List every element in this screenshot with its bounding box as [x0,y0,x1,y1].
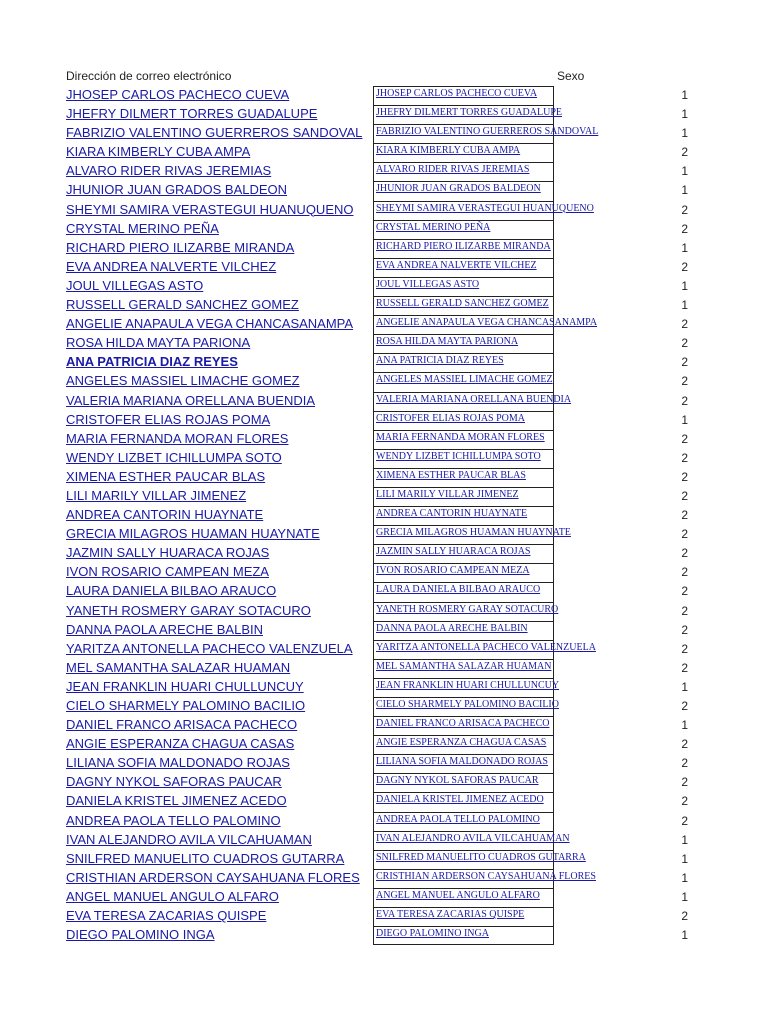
name-cell-link[interactable]: CIELO SHARMELY PALOMINO BACILIO [376,699,559,710]
table-row [0,411,768,430]
name-cell [373,869,596,888]
sexo-value: 2 [681,603,688,618]
table-row [0,792,768,811]
name-cell [373,411,554,430]
sexo-value: 1 [681,851,688,866]
sexo-value: 2 [681,794,688,809]
table-row [0,315,768,334]
name-cell-link[interactable]: DANNA PAOLA ARECHE BALBIN [376,622,528,634]
sexo-value: 2 [681,469,688,484]
table-row [0,582,768,601]
name-cell-link[interactable]: IVAN ALEJANDRO AVILA VILCAHUAMAN [376,832,570,844]
name-link[interactable]: IVON ROSARIO CAMPEAN MEZA [66,564,269,580]
name-cell [373,544,554,563]
name-link[interactable]: IVAN ALEJANDRO AVILA VILCAHUAMAN [66,831,312,847]
table-row [0,640,768,659]
table-row [0,735,768,754]
name-link[interactable]: RUSSELL GERALD SANCHEZ GOMEZ [66,297,299,313]
sexo-value: 1 [681,870,688,885]
name-cell-link[interactable]: ROSA HILDA MAYTA PARIONA [376,336,519,348]
sexo-value: 2 [681,909,688,924]
name-cell-link[interactable]: ANDREA PAOLA TELLO PALOMINO [376,813,540,825]
sexo-value: 1 [681,928,688,943]
name-link[interactable]: DANNA PAOLA ARECHE BALBIN [66,621,263,637]
name-cell-link[interactable]: JAZMIN SALLY HUARACA ROJAS [376,546,531,558]
sexo-value: 2 [681,488,688,503]
name-cell-link[interactable]: ANGEL MANUEL ANGULO ALFARO [376,889,540,901]
name-link[interactable]: LILI MARILY VILLAR JIMENEZ [66,487,247,503]
name-cell [373,220,554,239]
table-row [0,105,768,124]
table-row [0,563,768,582]
name-link[interactable]: WENDY LIZBET ICHILLUMPA SOTO [66,449,282,465]
name-cell-link[interactable]: ANGELIE ANAPAULA VEGA CHANCASANAMPA [376,317,598,329]
name-cell [373,640,596,659]
email-column-header: Dirección de correo electrónico [66,69,232,83]
name-cell-link[interactable]: JOUL VILLEGAS ASTO [376,278,480,290]
table-row [0,487,768,506]
sexo-value: 1 [681,832,688,847]
name-cell-link[interactable]: ALVARO RIDER RIVAS JEREMIAS [376,164,530,176]
sexo-value: 2 [681,259,688,274]
name-cell [373,277,554,296]
name-cell-link[interactable]: FABRIZIO VALENTINO GUERREROS SANDOVAL [376,126,599,138]
sexo-value: 2 [681,565,688,580]
name-link[interactable]: ROSA HILDA MAYTA PARIONA [66,335,251,351]
name-cell [373,716,554,735]
table-row [0,334,768,353]
name-link[interactable]: JEAN FRANKLIN HUARI CHULLUNCUY [66,678,304,694]
sexo-value: 1 [681,240,688,255]
sexo-value: 1 [681,412,688,427]
name-cell [373,621,554,640]
table-row [0,850,768,869]
name-link[interactable]: GRECIA MILAGROS HUAMAN HUAYNATE [66,526,320,542]
sexo-value: 2 [681,508,688,523]
sexo-value: 2 [681,221,688,236]
name-cell [373,907,554,926]
table-row [0,525,768,544]
sexo-value: 2 [681,317,688,332]
name-link[interactable]: EVA TERESA ZACARIAS QUISPE [66,908,267,924]
name-link[interactable]: CRYSTAL MERINO PEÑA [66,220,219,236]
table-row [0,201,768,220]
sexo-value: 2 [681,527,688,542]
name-cell-link[interactable]: YARITZA ANTONELLA PACHECO VALENZUELA [376,641,596,653]
table-row [0,220,768,239]
table-row [0,754,768,773]
name-cell-link[interactable]: IVON ROSARIO CAMPEAN MEZA [376,565,530,577]
name-cell [373,430,554,449]
name-link[interactable]: CRISTHIAN ARDERSON CAYSAHUANA FLORES [66,869,360,885]
name-cell-link[interactable]: EVA TERESA ZACARIAS QUISPE [376,909,525,921]
name-cell-link[interactable]: EVA ANDREA NALVERTE VILCHEZ [376,259,537,271]
name-cell-link[interactable]: ANA PATRICIA DIAZ REYES [376,355,504,367]
table-row [0,296,768,315]
name-link[interactable]: MARIA FERNANDA MORAN FLORES [66,430,289,446]
sexo-value: 1 [681,889,688,904]
name-cell-link[interactable]: JHOSEP CARLOS PACHECO CUEVA [376,88,538,99]
name-cell [373,124,599,143]
name-cell [373,850,586,869]
name-cell-link[interactable]: YANETH ROSMERY GARAY SOTACURO [376,603,559,615]
name-link[interactable]: LILIANA SOFIA MALDONADO ROJAS [66,755,290,771]
name-link[interactable]: JAZMIN SALLY HUARACA ROJAS [66,545,270,561]
name-cell [373,735,554,754]
table-row [0,869,768,888]
sexo-value: 2 [681,641,688,656]
name-cell-link[interactable]: RICHARD PIERO ILIZARBE MIRANDA [376,240,551,252]
name-cell-link[interactable]: DANIEL FRANCO ARISACA PACHECO [376,718,550,730]
sexo-value: 1 [681,126,688,141]
name-link[interactable]: VALERIA MARIANA ORELLANA BUENDIA [66,392,316,408]
name-link[interactable]: ANGEL MANUEL ANGULO ALFARO [66,888,279,904]
name-cell [373,563,554,582]
name-link[interactable]: CRISTOFER ELIAS ROJAS POMA [66,411,271,427]
sexo-value: 2 [681,450,688,465]
name-cell [373,143,554,162]
table-row [0,239,768,258]
name-cell-link[interactable]: LAURA DANIELA BILBAO ARAUCO [376,584,541,596]
table-row [0,277,768,296]
name-cell [373,525,571,544]
name-cell [373,697,559,716]
name-cell [373,773,554,792]
table-row [0,372,768,391]
sexo-value: 2 [681,431,688,446]
name-cell [373,201,594,220]
name-cell [373,754,554,773]
name-link[interactable]: ANDREA CANTORIN HUAYNATE [66,507,264,523]
name-cell [373,812,554,831]
name-cell [373,678,560,697]
table-row [0,258,768,277]
name-cell-link[interactable]: CRISTOFER ELIAS ROJAS POMA [376,412,526,424]
sexo-value: 2 [681,145,688,160]
sexo-value: 2 [681,756,688,771]
name-link[interactable]: LAURA DANIELA BILBAO ARAUCO [66,583,277,599]
sexo-value: 1 [681,718,688,733]
name-link[interactable]: JOUL VILLEGAS ASTO [66,277,204,293]
name-link[interactable]: EVA ANDREA NALVERTE VILCHEZ [66,258,277,274]
table-row [0,181,768,200]
sexo-value: 1 [681,278,688,293]
name-cell [373,86,554,105]
name-cell [373,334,554,353]
name-cell [373,792,554,811]
sexo-value: 1 [681,164,688,179]
table-row [0,602,768,621]
name-cell [373,296,554,315]
name-link[interactable]: JHUNIOR JUAN GRADOS BALDEON [66,182,288,198]
name-cell-link[interactable]: LILI MARILY VILLAR JIMENEZ [376,488,519,500]
name-cell-link[interactable]: XIMENA ESTHER PAUCAR BLAS [376,469,526,481]
name-link[interactable]: YANETH ROSMERY GARAY SOTACURO [66,602,311,618]
name-cell [373,659,554,678]
sexo-value: 1 [681,298,688,313]
name-cell-link[interactable]: SHEYMI SAMIRA VERASTEGUI HUANUQUENO [376,202,594,214]
sexo-value: 1 [681,679,688,694]
sexo-value: 2 [681,775,688,790]
name-link[interactable]: DIEGO PALOMINO INGA [66,927,215,943]
table-row [0,506,768,525]
name-cell [373,162,554,181]
name-cell-link[interactable]: DAGNY NYKOL SAFORAS PAUCAR [376,775,539,787]
student-list [0,86,768,945]
sexo-value: 2 [681,699,688,713]
name-link[interactable]: DANIELA KRISTEL JIMENEZ ACEDO [66,793,287,809]
name-cell-link[interactable]: DIEGO PALOMINO INGA [376,928,489,940]
name-cell [373,353,554,372]
name-cell-link[interactable]: LILIANA SOFIA MALDONADO ROJAS [376,756,548,768]
sexo-value: 2 [681,737,688,752]
name-link[interactable]: YARITZA ANTONELLA PACHECO VALENZUELA [66,640,353,656]
sexo-value: 2 [681,813,688,828]
name-cell [373,315,598,334]
table-row [0,697,768,716]
table-row [0,353,768,372]
sexo-value: 2 [681,584,688,599]
name-cell-link[interactable]: JHEFRY DILMERT TORRES GUADALUPE [376,107,562,119]
table-row [0,449,768,468]
sexo-value: 2 [681,336,688,351]
name-cell-link[interactable]: VALERIA MARIANA ORELLANA BUENDIA [376,393,572,405]
name-cell-link[interactable]: CRISTHIAN ARDERSON CAYSAHUANA FLORES [376,870,596,882]
name-link[interactable]: DAGNY NYKOL SAFORAS PAUCAR [66,774,282,790]
table-row [0,888,768,907]
sexo-value: 2 [681,374,688,389]
sexo-column-header: Sexo [557,69,585,83]
name-link[interactable]: SNILFRED MANUELITO CUADROS GUTARRA [66,850,345,866]
name-link[interactable]: JHOSEP CARLOS PACHECO CUEVA [66,87,290,102]
name-link[interactable]: XIMENA ESTHER PAUCAR BLAS [66,468,266,484]
name-link[interactable]: ANA PATRICIA DIAZ REYES [66,354,238,370]
table-row [0,143,768,162]
name-cell-link[interactable]: KIARA KIMBERLY CUBA AMPA [376,145,521,157]
name-cell [373,926,554,945]
name-cell-link[interactable]: DANIELA KRISTEL JIMENEZ ACEDO [376,794,544,806]
name-cell-link[interactable]: JHUNIOR JUAN GRADOS BALDEON [376,183,541,195]
table-row [0,716,768,735]
table-row [0,621,768,640]
name-cell [373,831,570,850]
sexo-value: 2 [681,546,688,561]
table-row [0,926,768,945]
name-cell-link[interactable]: WENDY LIZBET ICHILLUMPA SOTO [376,450,541,462]
table-row [0,659,768,678]
sexo-value: 2 [681,393,688,408]
name-cell-link[interactable]: MEL SAMANTHA SALAZAR HUAMAN [376,660,552,672]
name-link[interactable]: JHEFRY DILMERT TORRES GUADALUPE [66,106,318,122]
sexo-value: 2 [681,355,688,370]
name-link[interactable]: RICHARD PIERO ILIZARBE MIRANDA [66,239,295,255]
name-link[interactable]: FABRIZIO VALENTINO GUERREROS SANDOVAL [66,125,363,141]
name-cell [373,181,554,200]
name-link[interactable]: ALVARO RIDER RIVAS JEREMIAS [66,163,272,179]
name-link[interactable]: MEL SAMANTHA SALAZAR HUAMAN [66,659,291,675]
name-cell-link[interactable]: CRYSTAL MERINO PEÑA [376,221,491,233]
table-row [0,124,768,143]
name-link[interactable]: ANGELES MASSIEL LIMACHE GOMEZ [66,373,300,389]
name-link[interactable]: SHEYMI SAMIRA VERASTEGUI HUANUQUENO [66,201,354,217]
name-cell-link[interactable]: MARIA FERNANDA MORAN FLORES [376,431,545,443]
table-row [0,544,768,563]
table-row [0,86,768,105]
name-cell-link[interactable]: ANGELES MASSIEL LIMACHE GOMEZ [376,374,553,386]
table-row [0,831,768,850]
sexo-value: 2 [681,660,688,675]
name-cell-link[interactable]: GRECIA MILAGROS HUAMAN HUAYNATE [376,527,571,539]
name-cell [373,105,562,124]
name-cell [373,372,554,391]
name-cell [373,602,559,621]
table-row [0,430,768,449]
table-row [0,162,768,181]
name-cell [373,392,572,411]
table-row [0,678,768,697]
table-row [0,812,768,831]
name-link[interactable]: ANGELIE ANAPAULA VEGA CHANCASANAMPA [66,316,354,332]
sexo-value: 1 [681,183,688,198]
name-cell [373,582,554,601]
table-row [0,773,768,792]
table-row [0,907,768,926]
name-cell [373,449,554,468]
name-cell-link[interactable]: ANDREA CANTORIN HUAYNATE [376,508,528,520]
name-cell [373,258,554,277]
sexo-value: 2 [681,622,688,637]
name-link[interactable]: DANIEL FRANCO ARISACA PACHECO [66,717,298,733]
name-cell [373,506,554,525]
name-cell-link[interactable]: ANGIE ESPERANZA CHAGUA CASAS [376,737,547,749]
sexo-value: 1 [681,88,688,102]
name-link[interactable]: KIARA KIMBERLY CUBA AMPA [66,144,251,160]
name-link[interactable]: CIELO SHARMELY PALOMINO BACILIO [66,698,306,713]
name-cell [373,888,554,907]
name-cell-link[interactable]: JEAN FRANKLIN HUARI CHULLUNCUY [376,679,560,691]
table-row [0,468,768,487]
name-cell [373,468,554,487]
name-cell-link[interactable]: RUSSELL GERALD SANCHEZ GOMEZ [376,298,549,310]
name-cell-link[interactable]: SNILFRED MANUELITO CUADROS GUTARRA [376,851,586,863]
name-link[interactable]: ANDREA PAOLA TELLO PALOMINO [66,812,281,828]
name-cell [373,239,554,258]
sexo-value: 2 [681,202,688,217]
name-link[interactable]: ANGIE ESPERANZA CHAGUA CASAS [66,736,295,752]
table-row [0,392,768,411]
sexo-value: 1 [681,107,688,122]
name-cell [373,487,554,506]
